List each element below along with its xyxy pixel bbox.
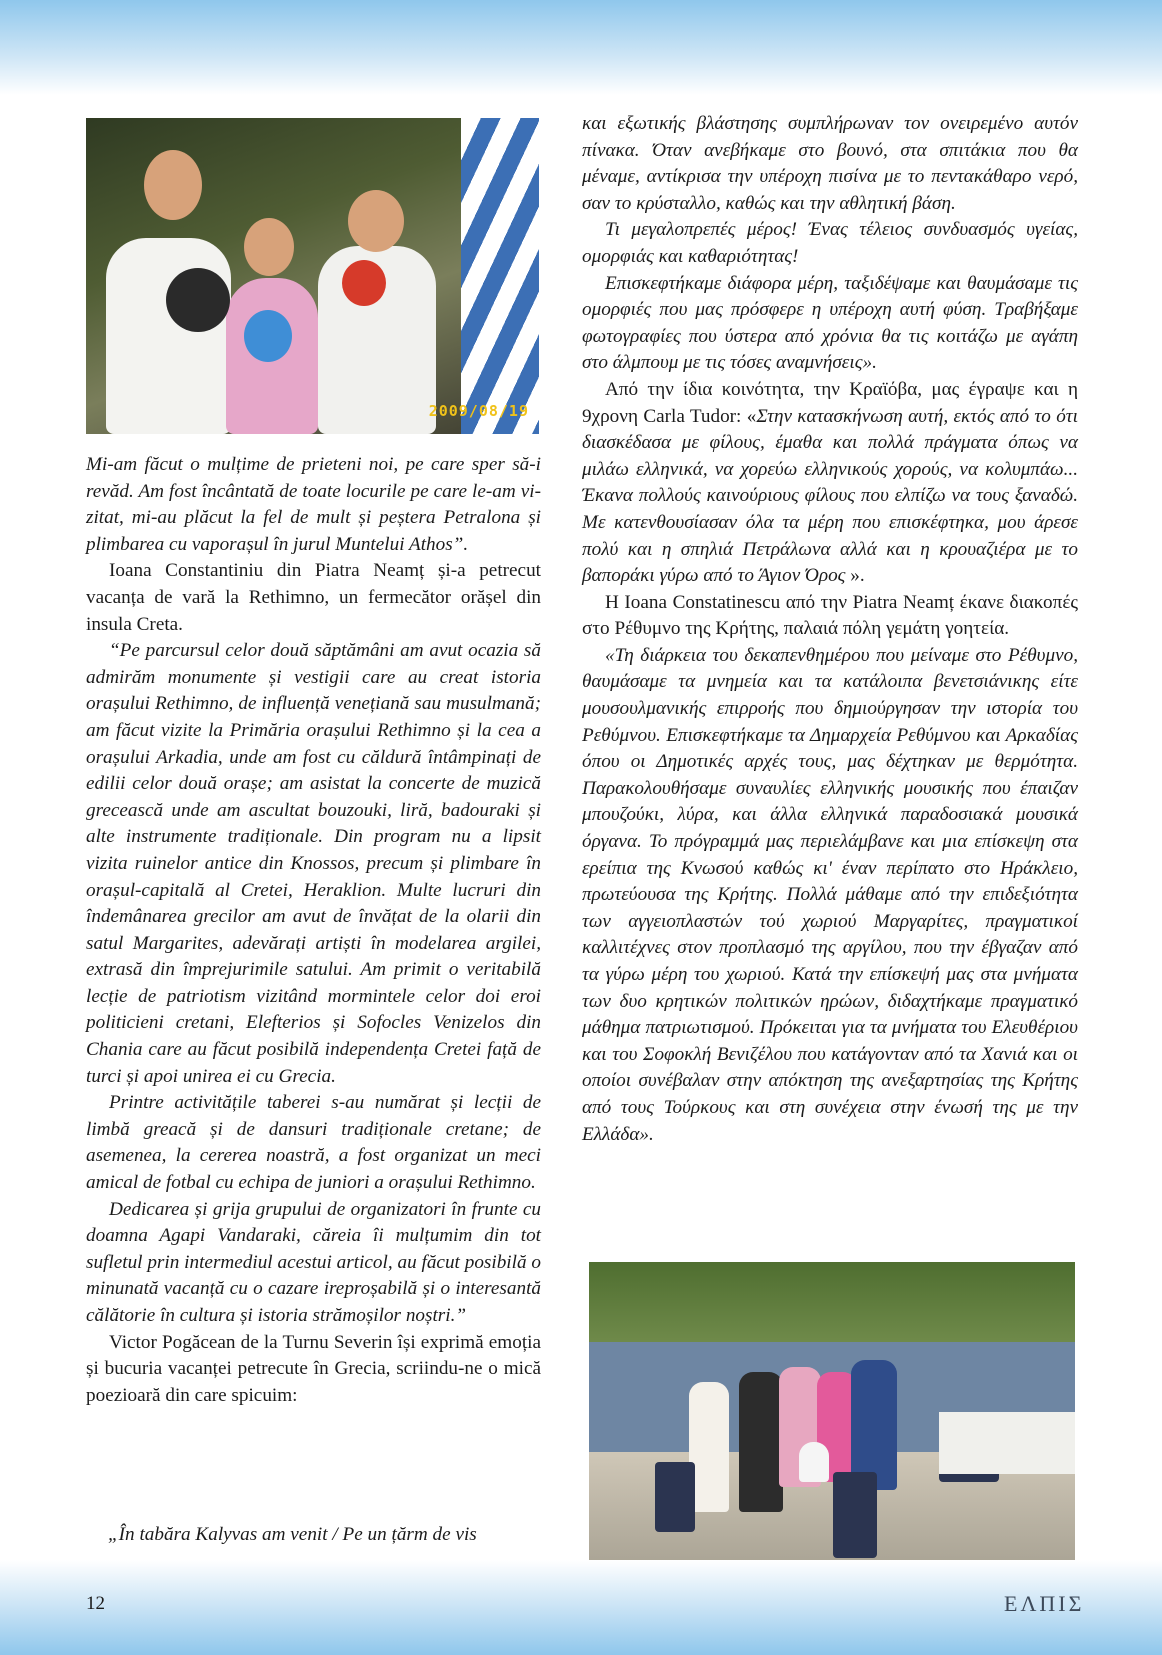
paragraph: Mi-am făcut o mulțime de prieteni noi, pe care sper să-i revăd. Am fost încântată de toate locurile pe care le-am vi-zitat, mi-au plăcut la fel de mult și peștera Petralona și plimbarea cu vaporașul în jurul Muntelui Athos”. [86, 454, 541, 555]
paragraph: Dedicarea și grija grupului de organizatori în frunte cu doamna Agapi Vandaraki, căreia îi mulțumim din tot sufletul prin intermediul acestui articol, au făcut posibilă o minunată vacanță cu o cazare ireproșabilă și o interesantă călătorie în cultura și istoria strămoșilor noștri.” [86, 1198, 541, 1326]
poem-excerpt: „În tabăra Kalyvas am venit / Pe un țărm de vis [108, 1524, 477, 1545]
paragraph: Ioana Constantiniu din Piatra Neamț și-a petrecut vacanța de vară la Rethimno, un fermecător orășel din insula Creta. [86, 560, 541, 635]
paragraph: και εξωτικής βλάστησης συμπλήρωναν τον ονειρεμένο αυτόν πίνακα. Όταν ανεβήκαμε στο βουνό, στα σπιτάκια που θα μέναμε, αντίκρισα την υπέροχη πισίνα με το πεντακάθαρο νερό, σαν το κρύσταλλο, καθώς και την αθλητική βάση. [582, 113, 1078, 214]
paragraph: «Τη διάρκεια του δεκαπενθημέρου που μείναμε στο Ρέθυμνο, θαυμάσαμε τα μνημεία και τα κατάλοιπα βενετσιάνικης είτε μουσουλμανικής επιρροής που δημιούργησαν την ιστορία του Ρεθύμνου. Επισκεφτήκαμε τα Δημαρχεία Ρεθύμνου και Αρκαδίας όπου οι Δημοτικές αρχές τους, μας δέχτηκαν με θερμότητα. Παρακολουθήσαμε συναυλίες ελληνικής μουσικής που έπαιζαν μπουζούκι, λύρα, και άλλα ελληνικά παραδοσιακά μουσικά όργανα. Το πρόγραμμά μας περιελάμβανε και μια επίσκεψη στα ερείπια της Κνωσού καθώς κι' έναν περίπατο στο Ηράκλειο, πρωτεύουσα της Κρήτης. Πολλά μάθαμε από την επιδεξιότητα των αγγειοπλαστών τού χωριού Μαργαρίτες, πραγματικοί καλλιτέχνες στον προπλασμό της αργίλου, που την έβγαζαν από τα γύρω μέρη του χωριού. Κατά την επίσκεψή μας στα μνήματα των δυο κρητικών πολιτικών ηρώων, διδαχτήκαμε πραγματικό μάθημα πατριωτισμού. Πρόκειται για τα μνήματα του Ελευθέριου και του Σοφοκλή Βενιζέλου που κατάγονταν από τα Χανιά και οι οποίοι συνέβαλαν στην απόκτηση της ανεξαρτησίας της Κρήτης από τους Τούρκους και στη συνέχεια στην ένωσή της με την Ελλάδα». [582, 644, 1078, 1145]
bottom-gradient-band [0, 1560, 1162, 1655]
paragraph: “Pe parcursul celor două săptămâni am avut ocazia să admirăm monumente și vestigii care au creat istoria orașului Rethimno, de influență venețiană sau musulmană; am făcut vizite la Primăria orașului Rethimno și la cea a orașului Arkadia, unde am fost cu căldură întâmpinați de edilii celor două orașe; am asistat la concerte de muzică grecească unde am ascultat bouzouki, liră, badouraki și alte instrumente tradiționale. Din program nu a lipsit vizita ruinelor antice din Knossos, precum și plimbare în orașul-capitală al Cretei, Heraklion. Multe lucruri din îndemânarea grecilor am avut de învățat de la olarii din satul Margarites, adevărați artiști în modelarea argilei, extrasă din împrejurimile satului. Am primit o veritabilă lecție de patriotism vizitând mormintele celor doi eroi politicieni cretani, Elefterios și Sofocles Venizelos din Chania care au făcut posibilă independența Cretei față de turci și apoi unirea ei cu Grecia. [86, 640, 541, 1087]
paragraph: Victor Pogăcean de la Turnu Severin își exprimă emoția și bucuria vacanței petrecute în Grecia, scriindu-ne o mică poezioară din care spicuim: [86, 1331, 541, 1406]
paragraph: Τι μεγαλοπρεπές μέρος! Ένας τέλειος συνδυασμός υγείας, ομορφιάς και καθαριότητας! [582, 219, 1078, 267]
page-number: 12 [86, 1593, 105, 1614]
greek-flag [461, 118, 539, 434]
photo-camp-group [589, 1262, 1075, 1568]
paragraph: Επισκεφτήκαμε διάφορα μέρη, ταξιδέψαμε και θαυμάσαμε τις ομορφιές που μας πρόσφερε η υπέροχη αυτή φύση. Τραβήξαμε φωτογραφίες που ύστερα από χρόνια θα τις κοιτάζω με αγάπη στο άλμπουμ με τις τόσες αναμνήσεις». [582, 272, 1078, 374]
paragraph [582, 377, 1078, 590]
quote-end: ». [845, 565, 865, 587]
photo-datestamp: 2009/08/19 [428, 402, 529, 420]
quote: Στην κατασκήνωση αυτή, εκτός από το ότι διασκέδασα με φίλους, έμαθα και πολλά πράγματα όπως να μιλάω ελληνικά, να χορεύω ελληνικούς χορούς, να κολυμπάω... Έκανα πολλούς καινούριους φίλους που ελπίζω να τους ξαναδώ. Με κατενθουσίασαν όλα τα μέρη που επισκέφτηκα, μου άρεσε πολύ και η σπηλιά Πετράλωνα αλλά και η κρουαζιέρα με το βαποράκι γύρω από το Άγιον Όρος [582, 405, 1079, 587]
paragraph-intro: Από την ίδια κοινότητα, την Κραϊόβα, μας έγραψε και η 9χρονη Carla Tudor: « [582, 378, 1078, 427]
top-gradient-band [0, 0, 1162, 95]
paragraph: Printre activitățile taberei s-au numărat și lecții de limbă greacă și de dansuri tradiționale cretane; de asemenea, la cererea noastră, a fost organizat un meci amical de fotbal cu echipa de juniori a orașului Rethimno. [86, 1092, 541, 1194]
paragraph: Η Ioana Constatinescu από την Piatra Neamț έκανε διακοπές στο Ρέθυμνο της Κρήτης, παλαιά πόλη γεμάτη γοητεία. [582, 591, 1078, 640]
magazine-title: ΕΛΠΙΣ [1004, 1591, 1085, 1616]
right-column [582, 111, 1078, 1148]
left-column [86, 452, 541, 1409]
photo-table-tennis-players [86, 118, 539, 434]
